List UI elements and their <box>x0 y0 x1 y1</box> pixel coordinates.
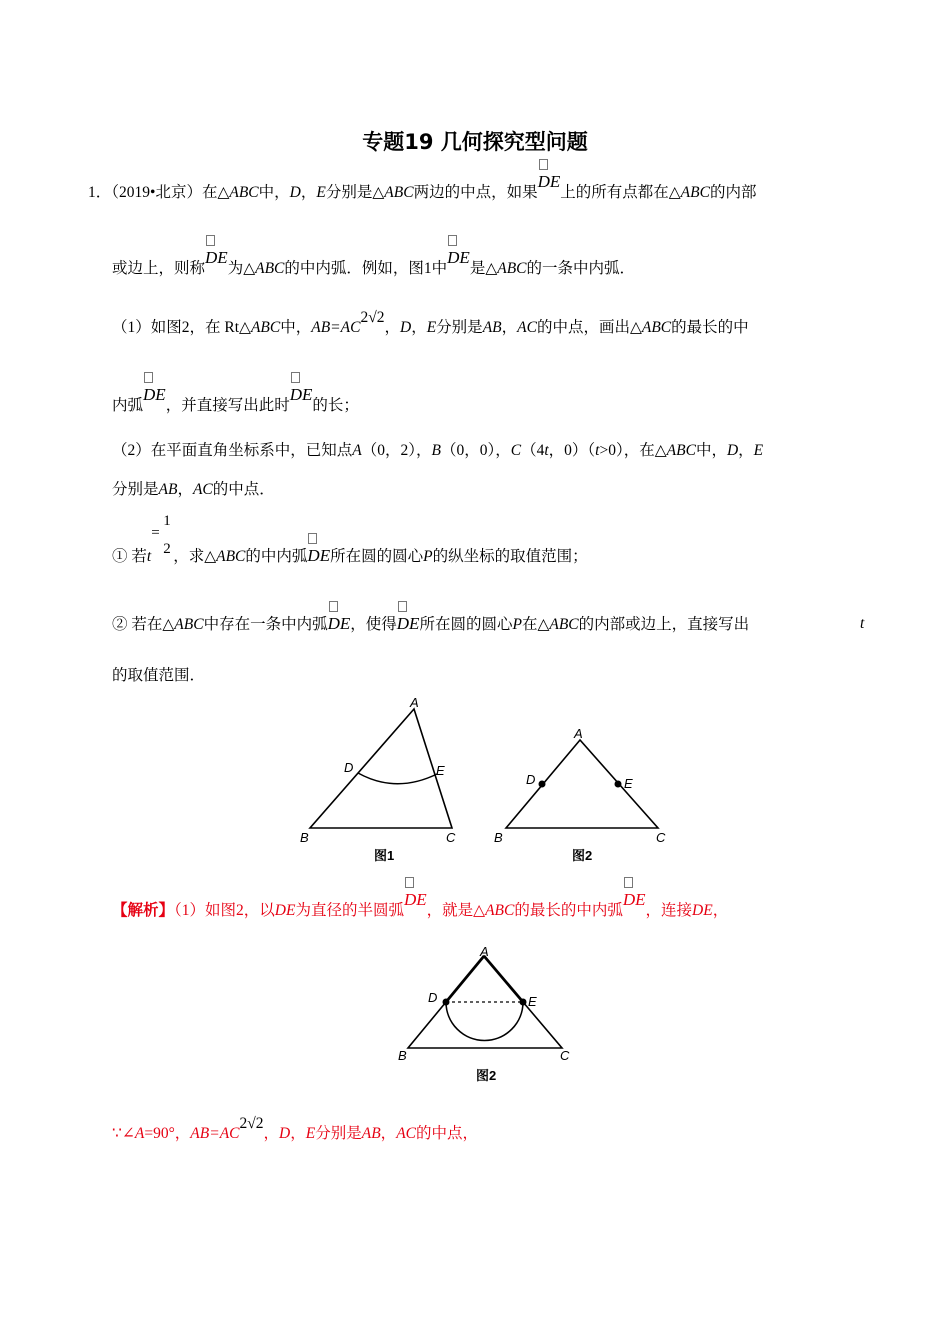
case2-line-2: 的取值范围． <box>112 667 206 684</box>
arc-mark-icon <box>291 372 300 383</box>
arc-de: DE <box>328 614 351 634</box>
point-e <box>520 999 527 1006</box>
vertex-b-label: B <box>494 830 503 845</box>
case2-line-1: ② 若在△ABC中存在一条中内弧 DE，使得 DE所在圆的圆心P在△ABC的内部或边上，直接写出 t <box>112 614 749 635</box>
point-e <box>615 781 622 788</box>
figure-2 <box>494 726 666 863</box>
sqrt-expression: 2√2 <box>360 309 385 326</box>
part2-line-2: 分别是AB，AC的中点． <box>112 481 275 498</box>
sqrt-expression: 2√2 <box>239 1115 264 1132</box>
arc-de: DE <box>307 546 330 566</box>
figure-1-caption: 图1 <box>374 848 395 863</box>
point-e-label: E <box>624 776 633 791</box>
figure-1 <box>300 695 456 863</box>
solution-tag: 【解析】 <box>112 902 175 919</box>
arc-de: DE <box>404 890 427 910</box>
question-line-2: 或边上，则称 DE为△ABC的中内弧．例如，图1中 DE是△ABC的一条中内弧． <box>112 258 635 279</box>
arc-de: DE <box>143 385 166 405</box>
solution-line-2: ∵∠A=90°，AB=AC2√2，D，E分别是AB，AC的中点， <box>112 1115 479 1142</box>
point-d-label: D <box>526 772 536 787</box>
arc-de: DE <box>397 614 420 634</box>
arc-de: DE <box>447 248 470 268</box>
arc-mark-icon <box>405 877 414 888</box>
vertex-a-label: A <box>410 695 419 710</box>
arc-mark-icon <box>624 877 633 888</box>
arc-mark-icon <box>144 372 153 383</box>
triangle-abc <box>310 709 452 828</box>
arc-de: DE <box>205 248 228 268</box>
arc-mark-icon <box>206 235 215 246</box>
figure-2-caption: 图2 <box>572 848 593 863</box>
arc-de-curve <box>358 773 437 784</box>
point-d <box>443 999 450 1006</box>
arc-de: DE <box>538 172 561 192</box>
point-d-label: D <box>344 760 354 775</box>
segment-ae <box>484 956 523 1002</box>
arc-mark-icon <box>398 601 407 612</box>
vertex-a-label: A <box>480 944 489 959</box>
point-e-label: E <box>528 994 537 1009</box>
vertex-a-label: A <box>574 726 583 741</box>
vertex-b-label: B <box>398 1048 407 1063</box>
point-d-label: D <box>428 990 438 1005</box>
vertex-c-label: C <box>560 1048 570 1063</box>
solution-line-1: 【解析】（1）如图2，以DE为直径的半圆弧 DE，就是△ABC的最长的中内弧 DE，连接DE， <box>112 900 728 921</box>
part1-line-1: （1）如图2，在 Rt△ABC中，AB=AC2√2，D，E分别是AB，AC的中点，画出△ABC的最长的中 <box>112 309 749 336</box>
question-line-1: 1．（2019•北京）在△ABC中，D，E分别是△ABC两边的中点，如果 DE上的所有点都在△ABC的内部 <box>88 182 756 203</box>
point-d <box>539 781 546 788</box>
vertex-b-label: B <box>300 830 309 845</box>
semicircle-arc-de <box>446 1002 523 1041</box>
page-title: 专题19 几何探究型问题 <box>362 130 588 154</box>
point-e-label: E <box>436 763 445 778</box>
case1-line: ① 若t = 1 2 ，求△ABC的中内弧 DE所在圆的圆心P的纵坐标的取值范围； <box>112 513 588 565</box>
solution-figure-caption: 图2 <box>476 1068 497 1083</box>
fraction-one-half: = 1 2 <box>151 513 171 557</box>
vertex-c-label: C <box>656 830 666 845</box>
arc-mark-icon <box>448 235 457 246</box>
arc-mark-icon <box>308 533 317 544</box>
figures-1-2 <box>296 692 676 867</box>
segment-ad <box>446 956 484 1002</box>
part2-line-1: （2）在平面直角坐标系中，已知点A（0，2），B（0，0），C（4t，0）（t>0），在△ABC中，D，E <box>112 442 764 459</box>
arc-de: DE <box>623 890 646 910</box>
arc-mark-icon <box>539 159 548 170</box>
arc-de: DE <box>290 385 313 405</box>
vertex-c-label: C <box>446 830 456 845</box>
solution-figure <box>392 940 582 1090</box>
arc-mark-icon <box>329 601 338 612</box>
part1-line-2: 内弧 DE，并直接写出此时 DE的长； <box>112 395 359 416</box>
